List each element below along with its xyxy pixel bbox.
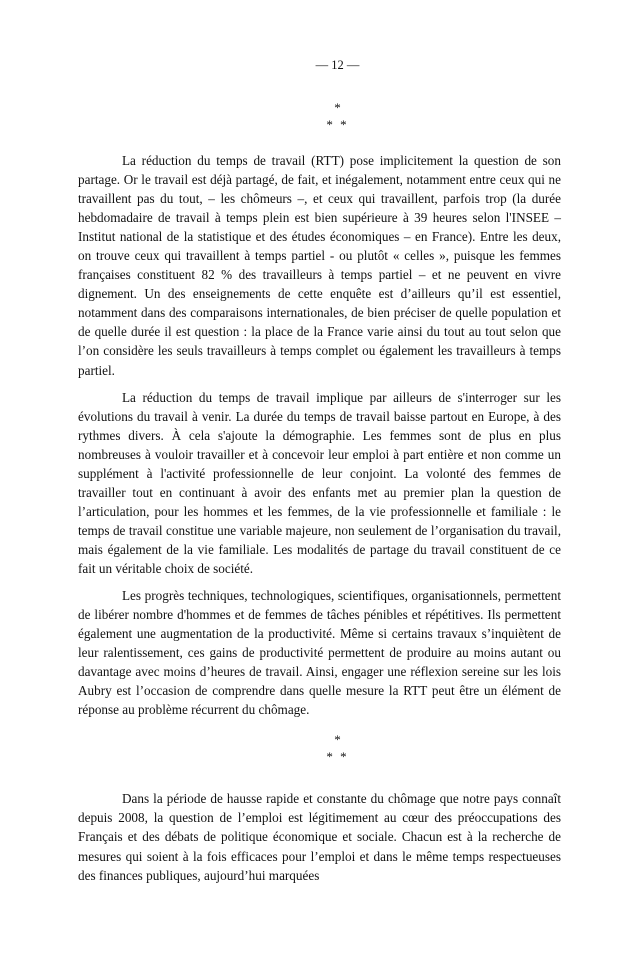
page-number: — 12 — [315,58,360,72]
separator-stars-bottom-2: * * [326,749,349,765]
paragraph-rtt-sharing: La réduction du temps de travail (RTT) pose implicitement la question de son partage. Or le travail est déjà partagé, de fait, et inégalement, notamment entre ceux qui ne travaillent pas du tout, – les chômeurs –, et ceux qui travaillent, parfois trop (la durée hebdomadaire de travail à temps plein est bien supérieure à 39 heures selon l'INSEE – Institut national de la statistique et des études économiques – en France). Entre les deux, on trouve ceux qui travaillent à temps partiel - ou plutôt « celles », puisque les femmes françaises constituent 82 % des travailleurs à temps partiel – et ne peuvent en vivre dignement. Un des enseignements de cette enquête est d’ailleurs qu’il est essentiel, notamment dans des comparaisons internationales, de bien préciser de quelle population et de quelle durée il est question : la place de la France varie ainsi du tout au tout selon que l’on considère les seuls travailleurs à temps complet ou également les travailleurs à temps partiel. [78,153,561,378]
section-separator-2 [114,731,561,765]
paragraph-work-evolution: La réduction du temps de travail implique par ailleurs de s'interroger sur les évolutions du travail à venir. La durée du temps de travail baisse partout en Europe, à des rythmes divers. À cela s'ajoute la démographie. Les femmes sont de plus en plus nombreuses à vouloir travailler et à concevoir leur emploi à part entière et non comme un supplément à l'activité professionnelle de leur conjoint. La volonté des femmes de travailler tout en continuant à avoir des enfants met au premier plan la question de l’articulation, pour les hommes et les femmes, de la vie professionnelle et familiale : le temps de travail constitue une variable majeure, non seulement de l’organisation du travail, mais également de la vie familiale. Les modalités de partage du travail constituent de ce fait un véritable choix de société. [78,389,561,576]
document-page [78,58,561,893]
separator-star-top: * [334,100,341,115]
section-separator [114,99,561,133]
separator-stars-bottom: * * [326,117,349,132]
separator-star-top-2: * [334,732,341,748]
paragraph-technical-progress: Les progrès techniques, technologiques, scientifiques, organisationnels, permettent de libérer nombre d'hommes et de femmes de tâches pénibles et répétitives. Ils permettent également une augmentation de la productivité. Même si certains travaux s’inquiètent de leur ralentissement, ces gains de productivité permettent de produire au moins autant ou davantage avec moins d’heures de travail. Ainsi, engager une réflexion sereine sur les lois Aubry est l’occasion de comprendre dans quelle mesure la RTT peut être un élément de réponse au problème récurrent du chômage. [78,588,561,718]
paragraph-unemployment: Dans la période de hausse rapide et constante du chômage que notre pays connaît depuis 2008, la question de l’emploi est légitimement au cœur des préoccupations des Français et des débats de politique économique et sociale. Chacun est à la recherche de mesures qui soient à la fois efficaces pour l’emploi et dans le même temps respectueuses des finances publiques, aujourd’hui marquées [78,791,561,883]
